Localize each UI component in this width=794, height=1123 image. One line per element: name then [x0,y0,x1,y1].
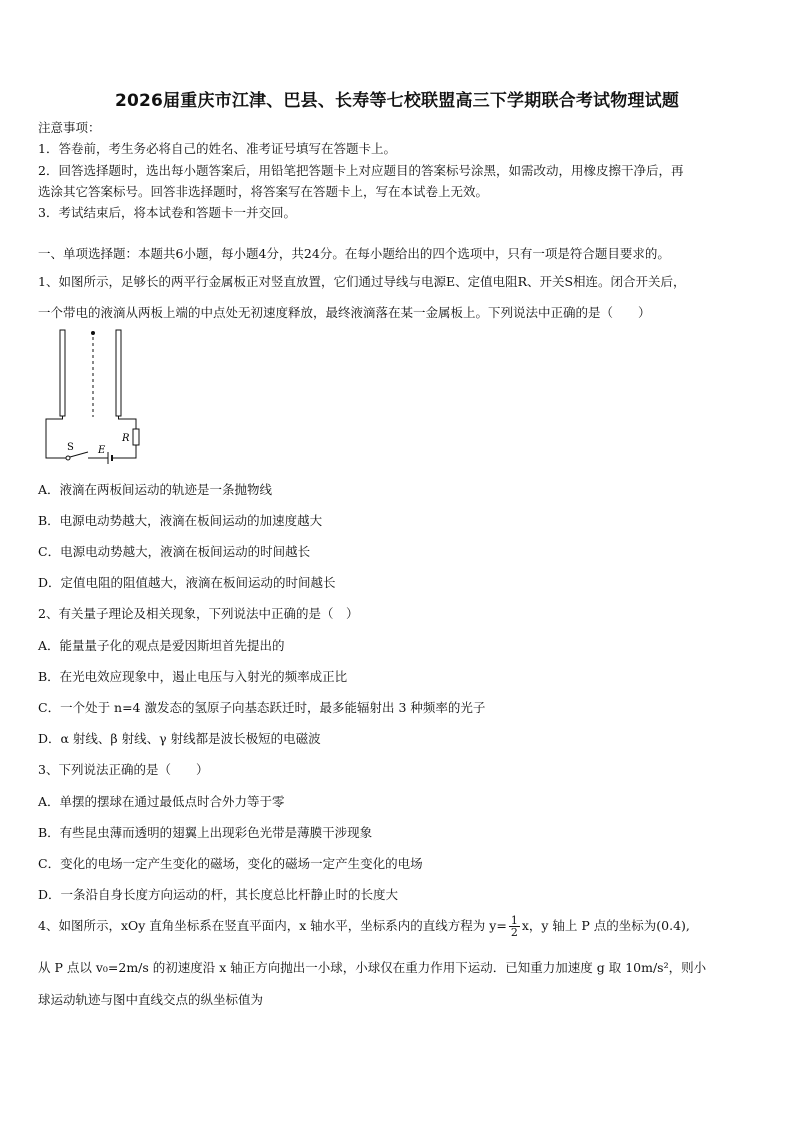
label-E: E [98,445,106,456]
q1-circuit-figure [38,325,148,465]
q1-option-b: B．电源电动势越大，液滴在板间运动的加速度越大 [38,513,323,528]
q3-option-c: C．变化的电场一定产生变化的磁场，变化的磁场一定产生变化的电场 [38,856,423,871]
q2-option-c: C．一个处于 n=4 激发态的氢原子向基态跃迁时，最多能辐射出 3 种频率的光子 [38,700,486,715]
fraction-numerator: 1 [510,914,518,927]
q1-option-d: D．定值电阻的阻值越大，液滴在板间运动的时间越长 [38,575,336,590]
notice-item-2-cont: 选涂其它答案标号。回答非选择题时，将答案写在答题卡上，写在本试卷上无效。 [38,184,489,199]
notice-heading: 注意事项： [38,120,101,135]
right-wire-bottom [118,445,136,458]
q4-text-b: x，y 轴上 P 点的坐标为(0.4), [521,918,690,933]
notice-item-3: 3．考试结束后，将本试卷和答题卡一并交回。 [38,205,296,220]
page-title: 2026届重庆市江津、巴县、长寿等七校联盟高三下学期联合考试物理试题 [114,91,680,111]
switch-contact [66,456,70,460]
left-wire [46,416,66,458]
notice-item-1: 1．答卷前，考生务必将自己的姓名、准考证号填写在答题卡上。 [38,141,396,156]
q1-stem-line-1: 1、如图所示，足够长的两平行金属板正对竖直放置，它们通过导线与电源E、定值电阻R、开关S相连。闭合开关后， [38,274,686,289]
label-R: R [122,433,130,444]
label-S: S [67,442,74,453]
q3-option-a: A．单摆的摆球在通过最低点时合外力等于零 [38,794,285,809]
droplet-dot [91,331,95,335]
q3-stem: 3、下列说法正确的是（ ） [38,762,209,777]
q4-stem-line-3: 球运动轨迹与图中直线交点的纵坐标值为 [38,992,264,1007]
fraction-denominator: 2 [510,926,518,939]
q2-stem: 2、有关量子理论及相关现象，下列说法中正确的是（ ） [38,606,359,621]
q1-option-c: C．电源电动势越大，液滴在板间运动的时间越长 [38,544,311,559]
q3-option-b: B．有些昆虫薄而透明的翅翼上出现彩色光带是薄膜干涉现象 [38,825,373,840]
q1-stem-line-2: 一个带电的液滴从两板上端的中点处无初速度释放，最终液滴落在某一金属板上。下列说法中正确的是（ ） [38,305,651,320]
q2-option-d: D．α 射线、β 射线、γ 射线都是波长极短的电磁波 [38,731,321,746]
right-plate [116,330,121,416]
section-heading: 一、单项选择题：本题共6小题，每小题4分，共24分。在每小题给出的四个选项中，只有一项是符合题目要求的。 [38,246,670,261]
resistor-R [133,429,139,445]
q4-stem-line-1 [38,915,690,938]
q4-text-a: 4、如图所示，xOy 直角坐标系在竖直平面内，x 轴水平，坐标系内的直线方程为 y= [38,918,507,933]
q2-option-a: A．能量量子化的观点是爱因斯坦首先提出的 [38,638,285,653]
right-wire-top [119,416,137,429]
q2-option-b: B．在光电效应现象中，遏止电压与入射光的频率成正比 [38,669,348,684]
q1-option-a: A．液滴在两板间运动的轨迹是一条抛物线 [38,482,273,497]
notice-item-2: 2．回答选择题时，选出每小题答案后，用铅笔把答题卡上对应题目的答案标号涂黑，如需改动，用橡皮擦干净后，再 [38,163,684,178]
left-plate [60,330,65,416]
q3-option-d: D．一条沿自身长度方向运动的杆，其长度总比杆静止时的长度大 [38,887,399,902]
q4-stem-line-2: 从 P 点以 v₀=2m/s 的初速度沿 x 轴正方向抛出一小球，小球仅在重力作用下运动．已知重力加速度 g 取 10m/s²，则小 [38,960,707,975]
q4-fraction [509,915,520,938]
